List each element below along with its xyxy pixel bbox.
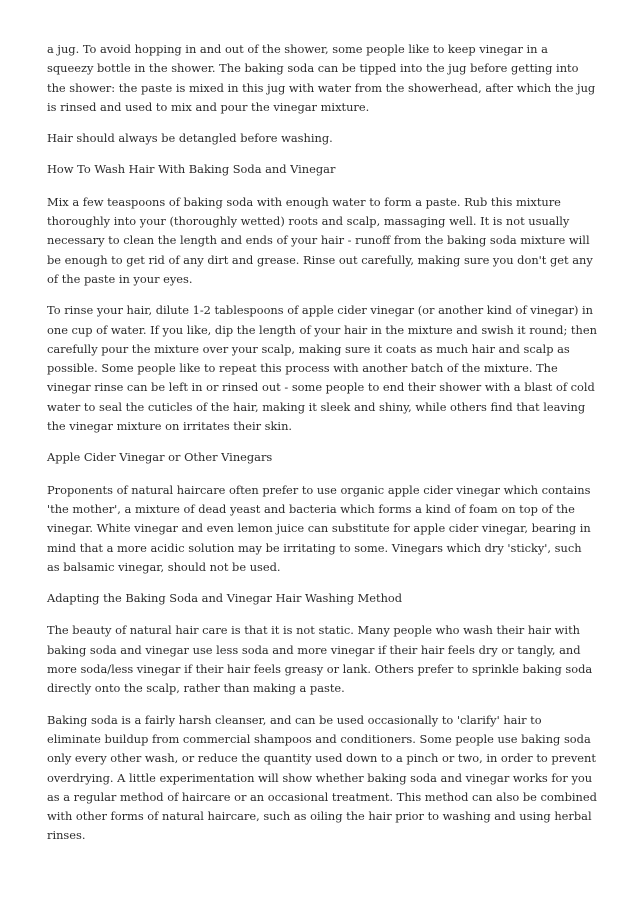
paragraph-baking-soda-paste: Mix a few teaspoons of baking soda with enough water to form a paste. Rub this mixture thoroughly into your (thoroughly wetted) roots and scalp, massaging well. It is not usually necessary to clean the length and ends of your hair - runoff from the baking soda mixture will be enough to get rid of any dirt and grease. Rinse out carefully, making sure you don't get any of the paste in your eyes. bbox=[47, 194, 593, 286]
section-heading-vinegars: Apple Cider Vinegar or Other Vinegars bbox=[47, 450, 273, 465]
paragraph-harsh-cleanser: Baking soda is a fairly harsh cleanser, and can be used occasionally to 'clarify' hair to eliminate buildup from commercial shampoos and conditioners. Some people use baking soda only every other wash, or reduce the quantity used down to a pinch or two, in order to prevent overdrying. A little experimentation will show whether baking soda and vinegar works for you as a regular method of haircare or an occasional treatment. This method can also be combined with other forms of natural haircare, such as oiling the hair prior to washing and using herbal rinses. bbox=[47, 712, 597, 843]
paragraph-apple-cider-vinegar: Proponents of natural haircare often prefer to use organic apple cider vinegar which contains 'the mother', a mixture of dead yeast and bacteria which forms a kind of foam on top of the vinegar. White vinegar and even lemon juice can substitute for apple cider vinegar, bearing in mind that a more acidic solution may be irritating to some. Vinegars which dry 'sticky', such as balsamic vinegar, should not be used. bbox=[47, 482, 591, 574]
document-page bbox=[47, 40, 597, 858]
paragraph-detangle-note: Hair should always be detangled before washing. bbox=[47, 131, 333, 146]
section-heading-how-to-wash: How To Wash Hair With Baking Soda and Vinegar bbox=[47, 162, 336, 177]
section-heading-adapting-method: Adapting the Baking Soda and Vinegar Hair Washing Method bbox=[47, 591, 403, 606]
paragraph-natural-hair-care: The beauty of natural hair care is that it is not static. Many people who wash their hair with baking soda and vinegar use less soda and more vinegar if their hair feels dry or tangly, and more soda/less vinegar if their hair feels greasy or lank. Others prefer to sprinkle baking soda directly onto the scalp, rather than making a paste. bbox=[47, 623, 593, 696]
paragraph-vinegar-rinse: To rinse your hair, dilute 1-2 tablespoons of apple cider vinegar (or another kind of vinegar) in one cup of water. If you like, dip the length of your hair in the mixture and swish it round; then carefully pour the mixture over your scalp, making sure it coats as much hair and scalp as possible. Some people like to repeat this process with another batch of the mixture. The vinegar rinse can be left in or rinsed out - some people to end their shower with a blast of cold water to seal the cuticles of the hair, making it sleek and shiny, while others find that leaving the vinegar mixture on irritates their skin. bbox=[47, 303, 597, 434]
paragraph-continuation: a jug. To avoid hopping in and out of the shower, some people like to keep vinegar in a squeezy bottle in the shower. The baking soda can be tipped into the jug before getting into the shower: the paste is mixed in this jug with water from the showerhead, after which the jug is rinsed and used to mix and pour the vinegar mixture. bbox=[47, 42, 596, 114]
